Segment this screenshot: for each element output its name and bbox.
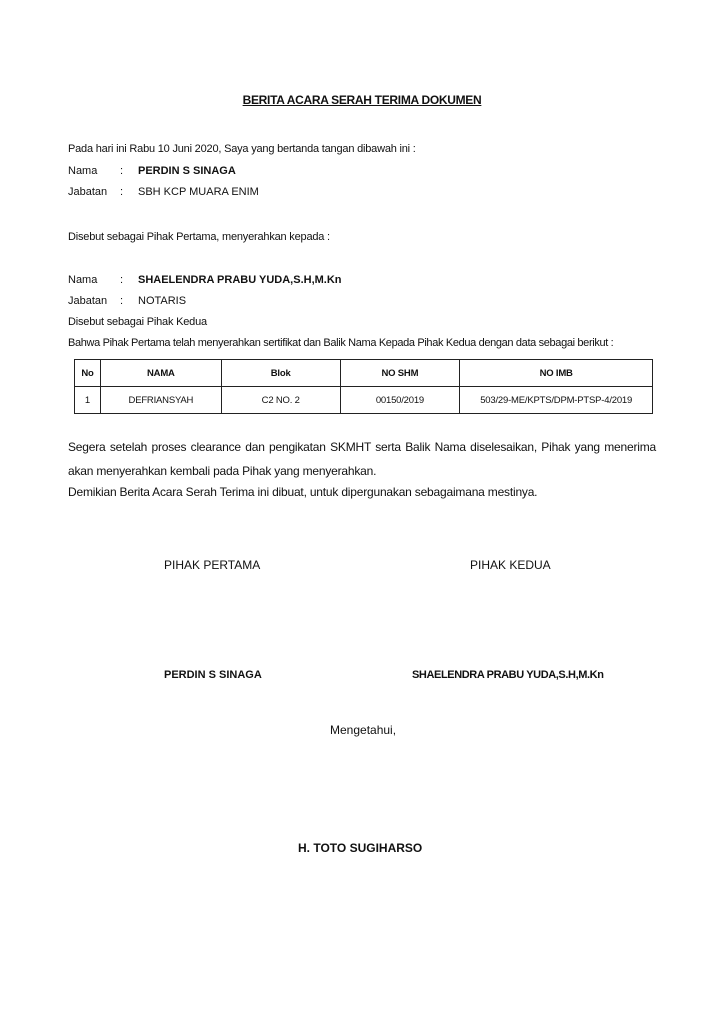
table-header-cell: NO IMB (460, 360, 653, 387)
table-cell: C2 NO. 2 (221, 387, 340, 414)
paragraph-closing: Demikian Berita Acara Serah Terima ini dibuat, untuk dipergunakan sebagaimana mestinya. (68, 485, 538, 499)
pertama-jabatan-label: Jabatan (68, 186, 108, 198)
bahwa-text: Bahwa Pihak Pertama telah menyerahkan sertifikat dan Balik Nama Kepada Pihak Kedua dengan data sebagai berikut : (68, 337, 614, 349)
table-header-cell: NAMA (100, 360, 221, 387)
pertama-disebut-text: Disebut sebagai Pihak Pertama, menyerahkan kepada : (68, 231, 330, 243)
mengetahui-heading: Mengetahui, (330, 723, 397, 737)
intro-text: Pada hari ini Rabu 10 Juni 2020, Saya yang bertanda tangan dibawah ini : (68, 143, 416, 155)
colon: : (120, 274, 124, 286)
kedua-nama-label: Nama (68, 274, 98, 286)
pihak-pertama-heading: PIHAK PERTAMA (164, 558, 261, 572)
colon: : (120, 295, 124, 307)
kedua-jabatan-value: NOTARIS (138, 295, 187, 307)
table-header-cell: Blok (221, 360, 340, 387)
data-table (74, 359, 653, 414)
colon: : (120, 165, 124, 177)
table-cell: DEFRIANSYAH (100, 387, 221, 414)
table-cell: 503/29-ME/KPTS/DPM-PTSP-4/2019 (460, 387, 653, 414)
kedua-jabatan-label: Jabatan (68, 295, 108, 307)
pertama-jabatan-value: SBH KCP MUARA ENIM (138, 186, 259, 198)
table-row (75, 387, 653, 414)
paragraph-clearance: Segera setelah proses clearance dan pengikatan SKMHT serta Balik Nama diselesaikan, Pihak yang menerima akan menyerahkan kembali pada Pihak yang menyerahkan. (68, 440, 656, 478)
kedua-nama-value: SHAELENDRA PRABU YUDA,S.H,M.Kn (138, 274, 342, 286)
pertama-nama-label: Nama (68, 165, 98, 177)
kedua-disebut-text: Disebut sebagai Pihak Kedua (68, 316, 207, 328)
document-title: BERITA ACARA SERAH TERIMA DOKUMEN (242, 93, 482, 107)
pihak-pertama-name: PERDIN S SINAGA (164, 669, 262, 681)
pihak-kedua-name: SHAELENDRA PRABU YUDA,S.H,M.Kn (412, 669, 604, 681)
pihak-kedua-heading: PIHAK KEDUA (470, 558, 551, 572)
table-header-row (75, 360, 653, 387)
table-cell: 00150/2019 (340, 387, 460, 414)
table-header-cell: No (75, 360, 101, 387)
table-header-cell: NO SHM (340, 360, 460, 387)
pertama-nama-value: PERDIN S SINAGA (138, 165, 236, 177)
table-cell: 1 (75, 387, 101, 414)
witness-name: H. TOTO SUGIHARSO (298, 841, 423, 855)
colon: : (120, 186, 124, 198)
